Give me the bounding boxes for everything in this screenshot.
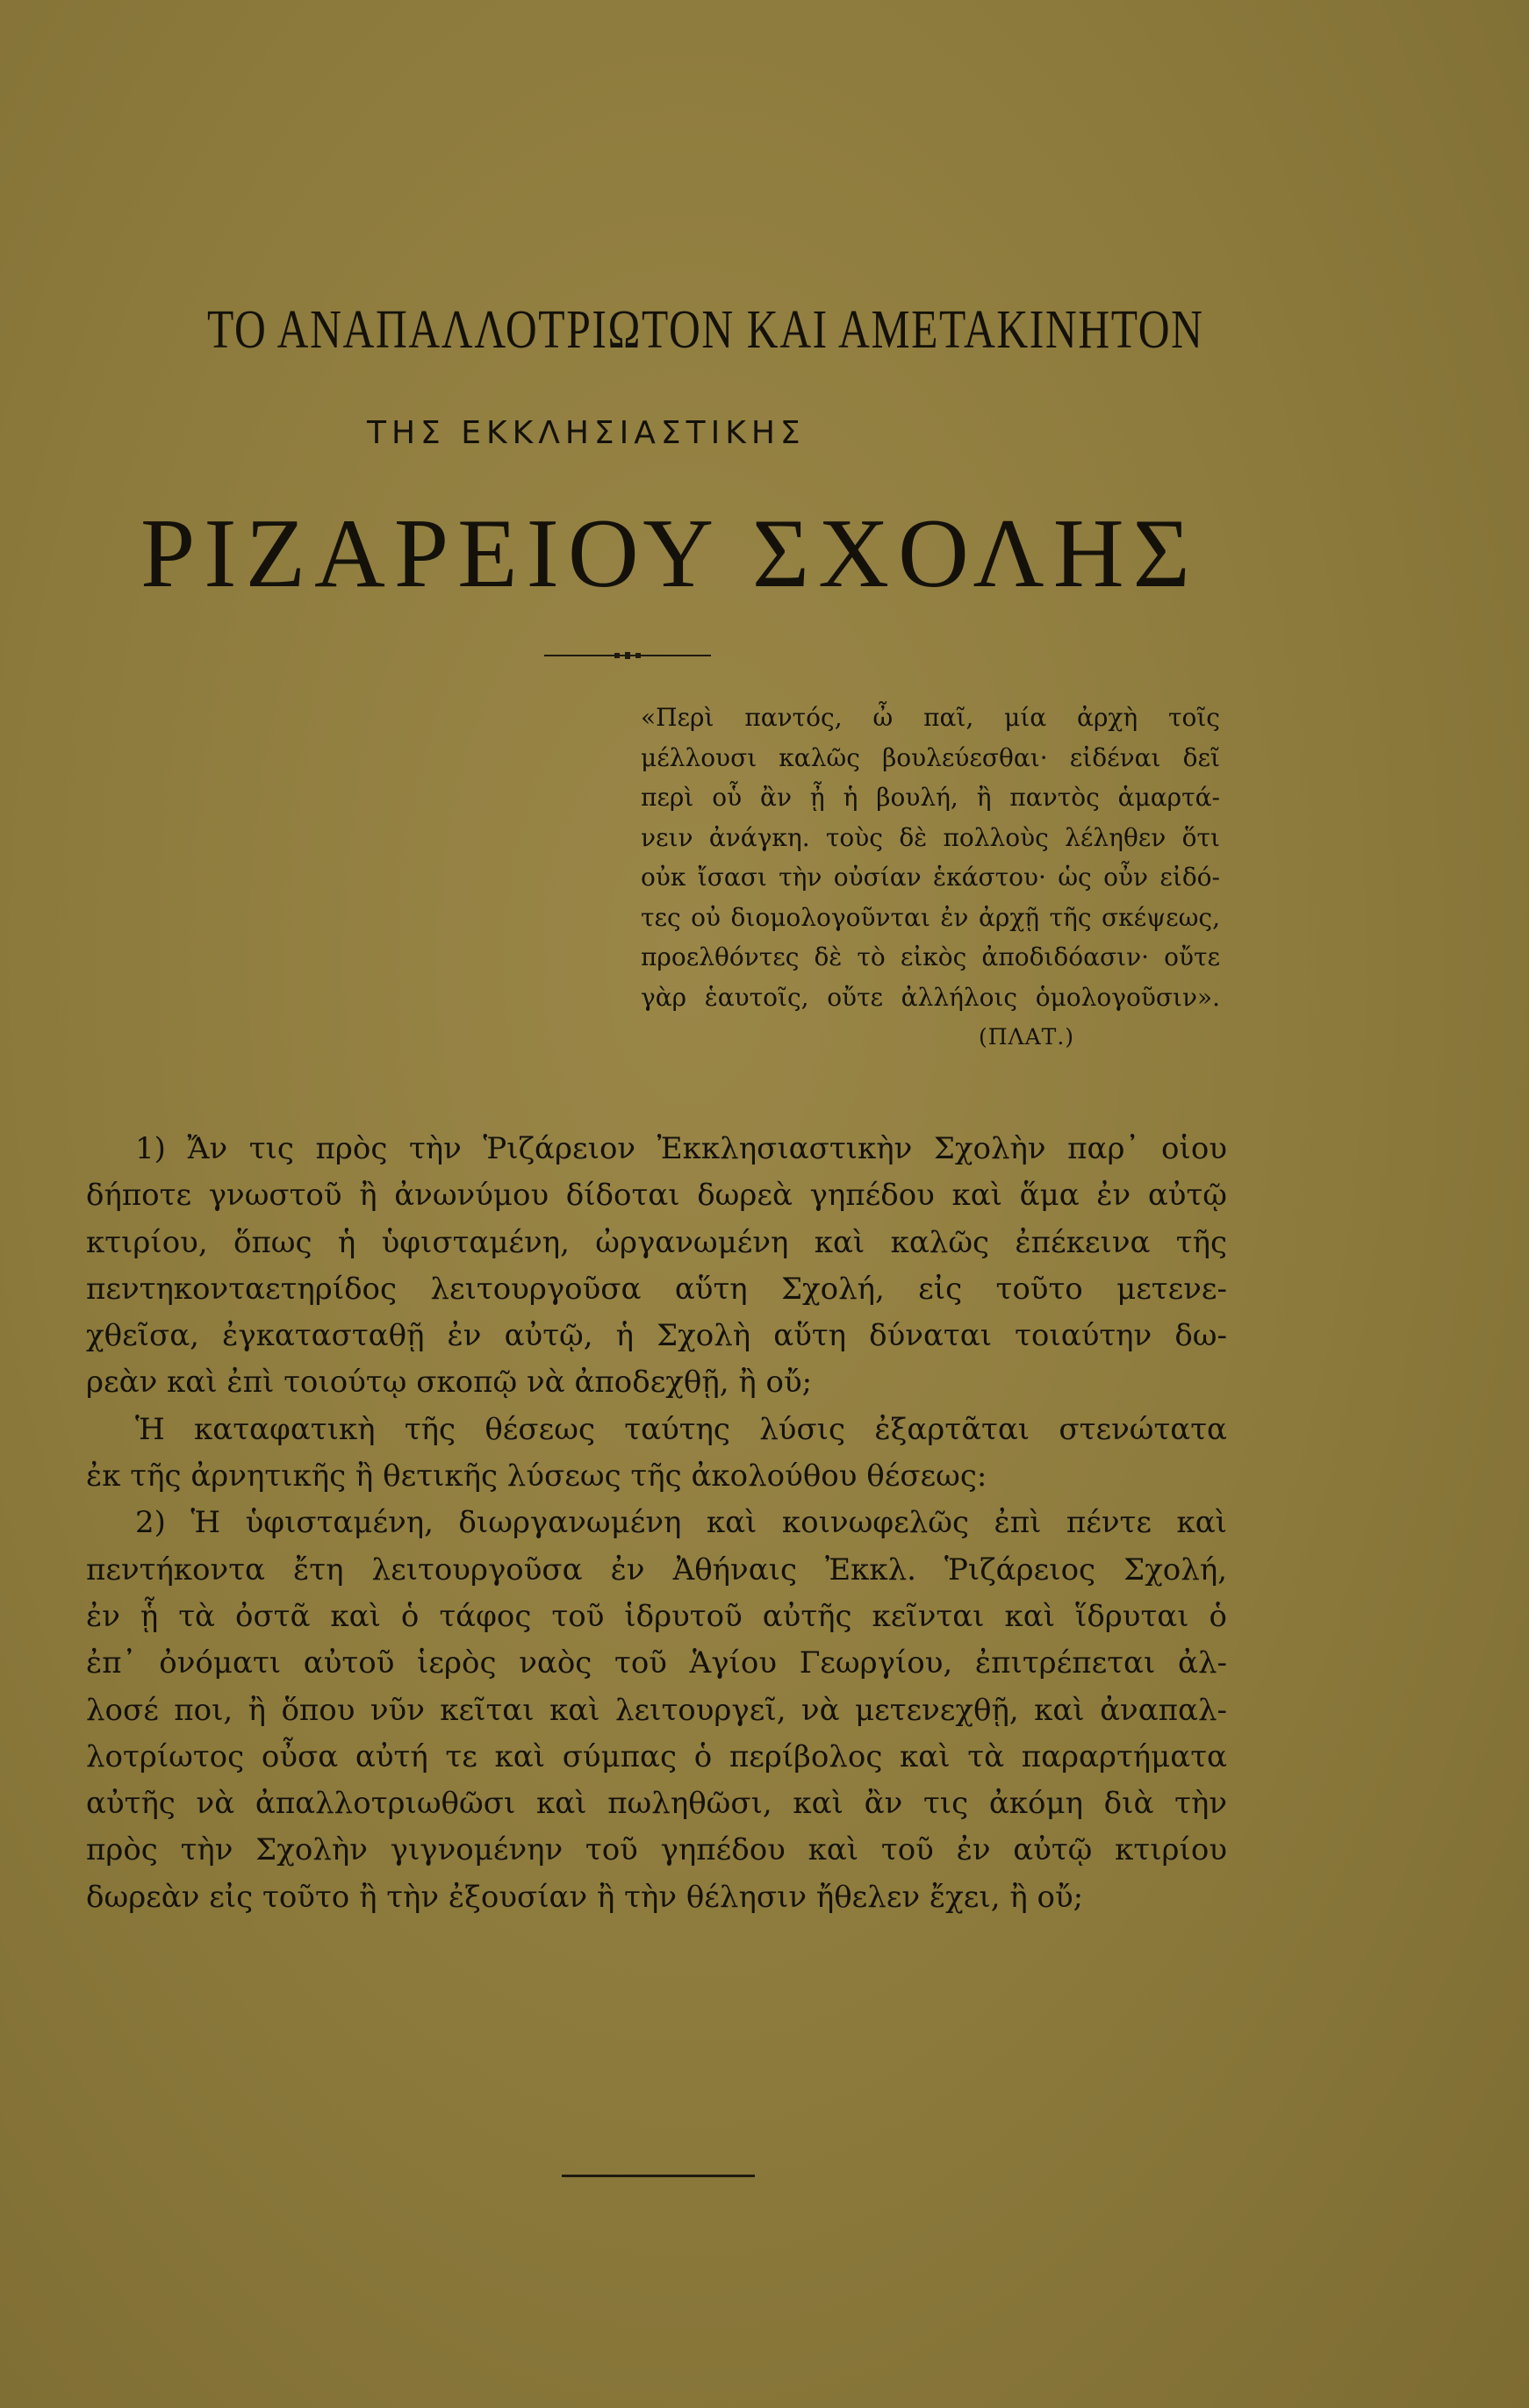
body-line: κτιρίου, ὅπως ἡ ὑφισταμένη, ὠργανωμένη καὶ καλῶς ἐπέκεινα τῆς <box>86 1224 1227 1260</box>
body-line: 1) Ἄν τις πρὸς τὴν Ῥιζάρειον Ἐκκλησιαστικὴν Σχολὴν παρ᾽ οἱου <box>135 1131 1227 1166</box>
body-line: Ἡ καταφατικὴ τῆς θέσεως ταύτης λύσις ἐξαρτᾶται στενώτατα <box>135 1411 1227 1447</box>
epigraph-line: γὰρ ἑαυτοῖς, οὔτε ἀλλήλοις ὁμολογοῦσιν». <box>641 982 1220 1012</box>
epigraph-line: περὶ οὗ ἂν ᾖ ἡ βουλή, ἢ παντὸς ἁμαρτά- <box>641 783 1220 812</box>
body-line: δωρεὰν εἰς τοῦτο ἢ τὴν ἐξουσίαν ἢ τὴν θέλησιν ἤθελεν ἔχει, ἢ οὔ; <box>86 1879 1084 1915</box>
body-text <box>86 1126 1227 1921</box>
body-line: ρεὰν καὶ ἐπὶ τοιούτῳ σκοπῷ νὰ ἀποδεχθῇ, ἢ οὔ; <box>86 1365 813 1401</box>
body-line: ἐκ τῆς ἀρνητικῆς ἢ θετικῆς λύσεως τῆς ἀκολούθου θέσεως: <box>86 1458 987 1494</box>
body-line: χθεῖσα, ἐγκατασταθῇ ἐν αὐτῷ, ἡ Σχολὴ αὕτη δύναται τοιαύτην δω- <box>86 1318 1227 1354</box>
epigraph <box>641 698 1220 1057</box>
body-line: λοσέ ποι, ἢ ὅπου νῦν κεῖται καὶ λειτουργεῖ, νὰ μετενεχθῇ, καὶ ἀναπαλ- <box>86 1692 1227 1728</box>
epigraph-line: προελθόντες δὲ τὸ εἰκὸς ἀποδιδόασιν· οὔτε <box>641 942 1220 971</box>
body-line: αὐτῆς νὰ ἀπαλλοτριωθῶσι καὶ πωληθῶσι, καὶ ἂν τις ἀκόμη διὰ τὴν <box>86 1786 1227 1822</box>
body-line: δήποτε γνωστοῦ ἢ ἀνωνύμου δίδοται δωρεὰ γηπέδου καὶ ἅμα ἐν αὐτῷ <box>86 1178 1227 1214</box>
body-line: ἐν ᾗ τὰ ὀστᾶ καὶ ὁ τάφος τοῦ ἱδρυτοῦ αὐτῆς κεῖνται καὶ ἵδρυται ὁ <box>86 1598 1227 1634</box>
ornament-divider <box>544 651 711 660</box>
body-line: πρὸς τὴν Σχολὴν γιγνομένην τοῦ γηπέδου καὶ τοῦ ἐν αὐτῷ κτιρίου <box>86 1832 1227 1868</box>
epigraph-line: μέλλουσι καλῶς βουλεύεσθαι· εἰδέναι δεῖ <box>641 742 1220 772</box>
epigraph-line: νειν ἀνάγκη. τοὺς δὲ πολλοὺς λέληθεν ὅτι <box>641 822 1220 852</box>
epigraph-line: τες οὐ διομολογοῦνται ἐν ἀρχῇ τῆς σκέψεως, <box>641 902 1220 932</box>
body-line: πεντήκοντα ἔτη λειτουργοῦσα ἐν Ἀθήναις Ἐκκλ. Ῥιζάρειος Σχολή, <box>86 1552 1227 1587</box>
epigraph-line: οὐκ ἴσασι τὴν οὐσίαν ἑκάστου· ὡς οὖν εἰδό- <box>641 863 1220 892</box>
body-line: 2) Ἡ ὑφισταμένη, διωργανωμένη καὶ κοινωφελῶς ἐπὶ πέντε καὶ <box>135 1505 1227 1541</box>
body-line: λοτρίωτος οὖσα αὐτή τε καὶ σύμπας ὁ περίβολος καὶ τὰ παραρτήματα <box>86 1738 1227 1774</box>
title-line-3: ΡΙΖΑΡΕΙΟΥ ΣΧΟΛΗΣ <box>140 499 1199 608</box>
body-line: πεντηκονταετηρίδος λειτουργοῦσα αὕτη Σχολή, εἰς τοῦτο μετενε- <box>86 1271 1227 1307</box>
epigraph-citation: (ΠΛΑΤ.) <box>979 1024 1075 1050</box>
end-rule <box>562 2175 755 2177</box>
body-line: ἐπ᾽ ὀνόματι αὐτοῦ ἱερὸς ναὸς τοῦ Ἁγίου Γεωργίου, ἐπιτρέπεται ἀλ- <box>86 1645 1227 1681</box>
epigraph-line: «Περὶ παντός, ὦ παῖ, μία ἀρχὴ τοῖς <box>641 703 1220 732</box>
title-line-1: ΤΟ ΑΝΑΠΑΛΛΟΤΡΙΩΤΟΝ ΚΑΙ ΑΜΕΤΑΚΙΝΗΤΟΝ <box>207 300 1204 360</box>
title-line-2: ΤΗΣ ΕΚΚΛΗΣΙΑΣΤΙΚΗΣ <box>367 415 806 451</box>
